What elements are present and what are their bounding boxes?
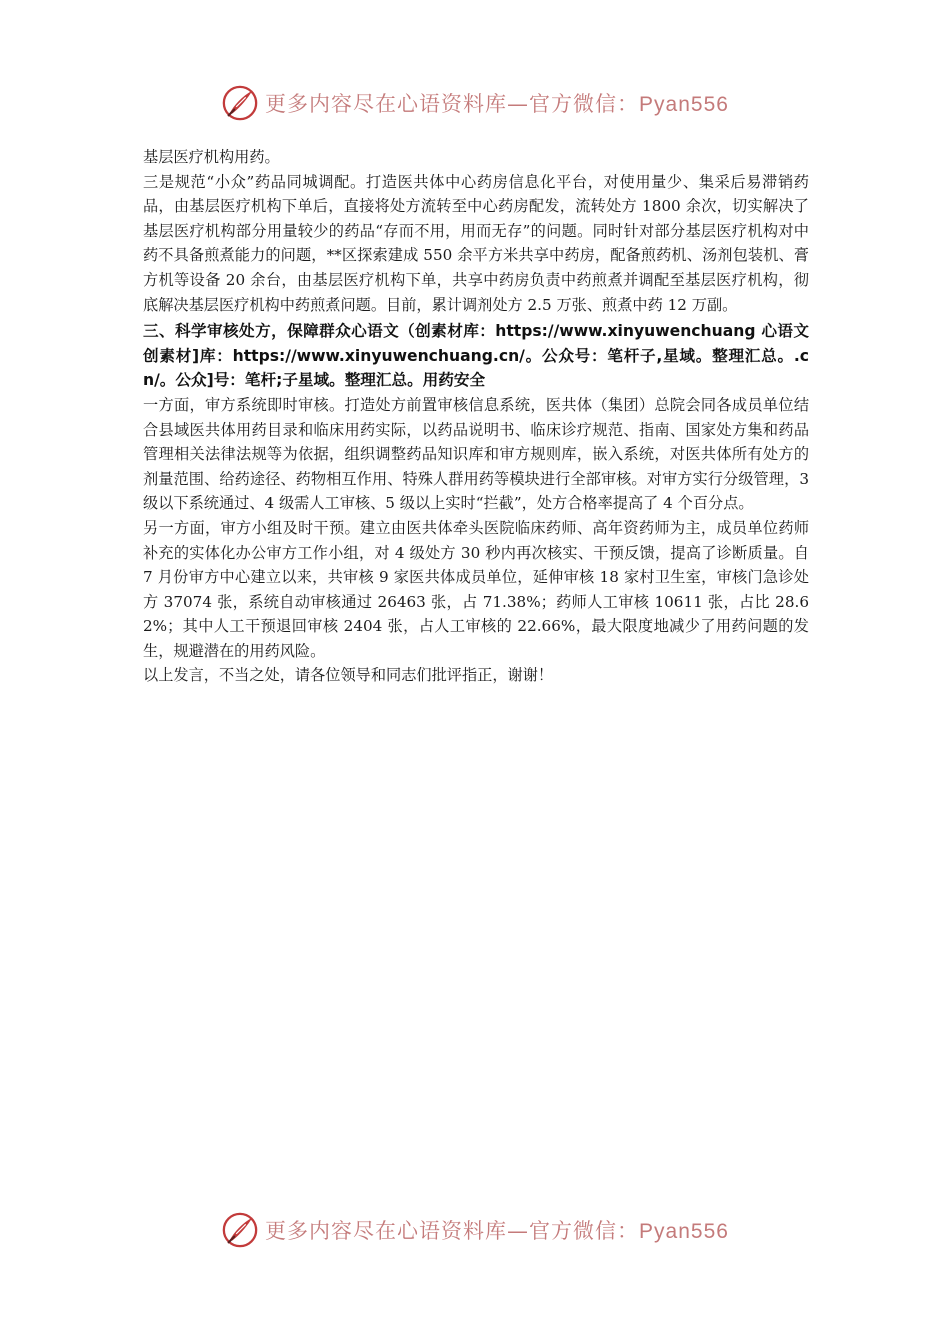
watermark-text: 更多内容尽在心语资料库—官方微信：Pyan556 — [265, 92, 729, 116]
quill-pen-logo-icon — [221, 1211, 259, 1249]
document-body — [143, 145, 809, 688]
paragraph: 另一方面，审方小组及时干预。建立由医共体牵头医院临床药师、高年资药师为主，成员单位药师补充的实体化办公审方工作小组，对 4 级处方 30 秒内再次核实、干预反馈，提高了诊断质量。自 7 月份审方中心建立以来，共审核 9 家医共体成员单位，延伸审核 18 家村卫生室，审核门急诊处方 37074 张，系统自动审核通过 26463 张，占 71.38%；药师人工审核 10611 张，占比 28.62%；其中人工干预退回审核 2404 张，占人工审核的 22.66%，最大限度地减少了用药问题的发生，规避潜在的用药风险。 — [143, 518, 809, 660]
watermark-brand: Pyan556 — [639, 1220, 729, 1243]
paragraph: 一方面，审方系统即时审核。打造处方前置审核信息系统，医共体（集团）总院会同各成员单位结合县域医共体用药目录和临床用药实际，以药品说明书、临床诊疗规范、指南、国家处方集和药品管理相关法律法规等为依据，组织调整药品知识库和审方规则库，嵌入系统，对医共体所有处方的剂量范围、给药途径、药物相互作用、特殊人群用药等模块进行全部审核。对审方实行分级管理，3 级以下系统通过、4 级需人工审核、5 级以上实时“拦截”，处方合格率提高了 4 个百分点。 — [143, 395, 809, 513]
section-heading: 三、科学审核处方，保障群众心语文（创素材库：https://www.xinyuwenchuang 心语文创素材]库：https://www.xinyuwenchuang.cn/。公众号：笔杆子,星域。整理汇总。.cn/。公众]号：笔杆;子星域。整理汇总。用药安全 — [143, 322, 809, 390]
header-watermark — [0, 80, 950, 126]
paragraph: 基层医疗机构用药。 — [143, 148, 280, 166]
paragraph: 三是规范“小众”药品同城调配。打造医共体中心药房信息化平台，对使用量少、集采后易滞销药品，由基层医疗机构下单后，直接将处方流转至中心药房配发，流转处方 1800 余次，切实解决了基层医疗机构部分用量较少的药品“存而不用，用而无存”的问题。同时针对部分基层医疗机构对中药不具备煎煮能力的问题，**区探索建成 550 余平方米共享中药房，配备煎药机、汤剂包装机、膏方机等设备 20 余台，由基层医疗机构下单，共享中药房负责中药煎煮并调配至基层医疗机构，彻底解决基层医疗机构中药煎煮问题。目前，累计调剂处方 2.5 万张、煎煮中药 12 万副。 — [143, 172, 809, 314]
watermark-brand: Pyan556 — [639, 93, 729, 116]
footer-watermark — [0, 1207, 950, 1253]
quill-pen-logo-icon — [221, 84, 259, 122]
closing-paragraph: 以上发言，不当之处，请各位领导和同志们批评指正，谢谢！ — [143, 666, 554, 685]
watermark-text: 更多内容尽在心语资料库—官方微信：Pyan556 — [265, 1219, 729, 1243]
